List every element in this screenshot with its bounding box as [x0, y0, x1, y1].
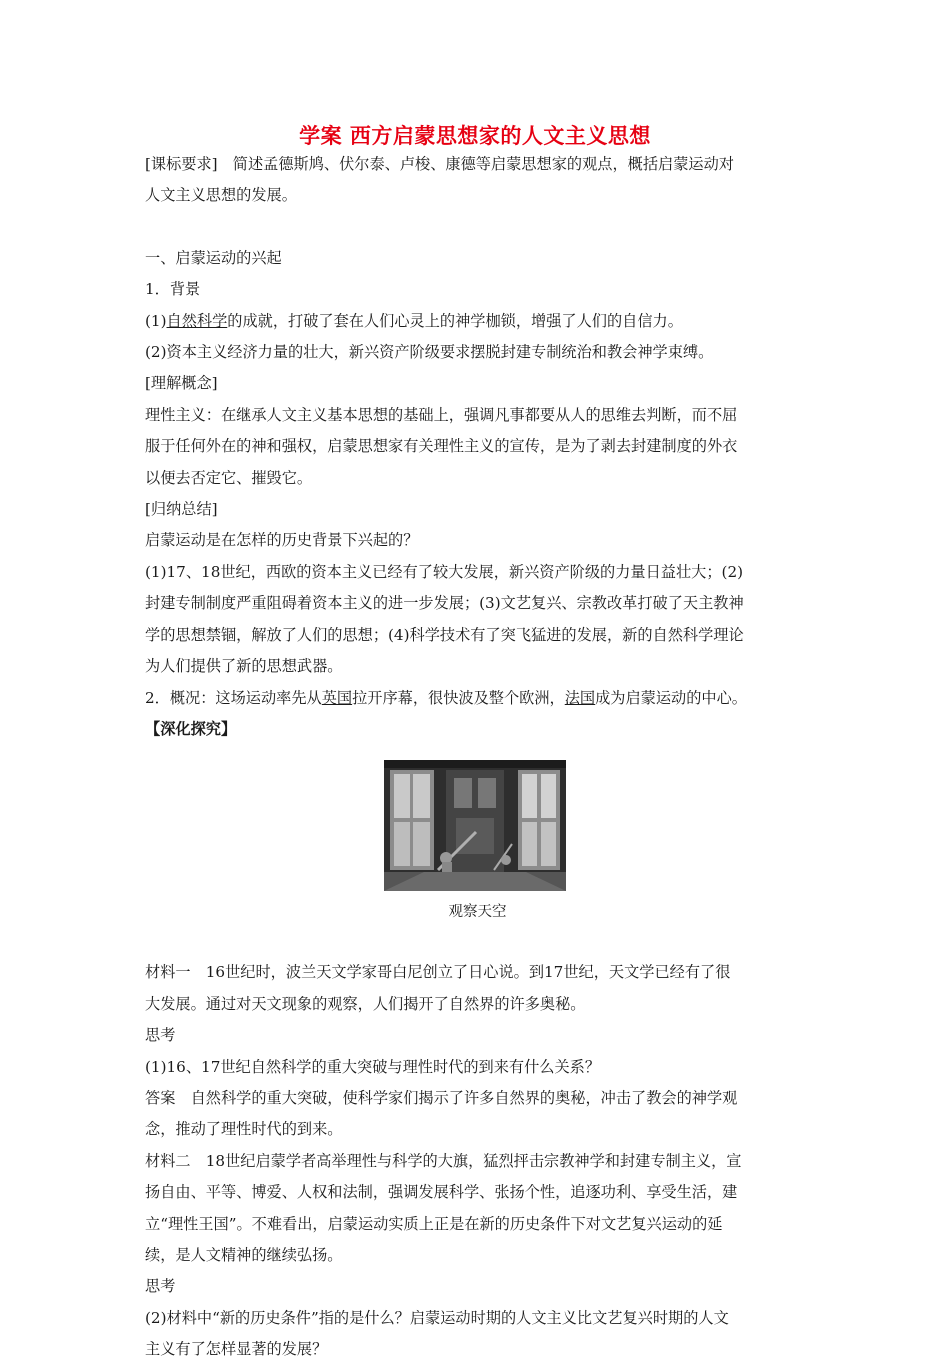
material-1-line: 材料一 16世纪时，波兰天文学家哥白尼创立了日心说。到17世纪，天文学已经有了很	[145, 963, 731, 982]
summary-line: (1)17、18世纪，西欧的资本主义已经有了较大发展，新兴资产阶级的力量日益壮大；(2)	[145, 562, 744, 581]
concept-tag: [理解概念]	[145, 374, 218, 393]
think-label: 思考	[145, 1277, 176, 1296]
requirement-line	[145, 149, 810, 180]
bg1-text: 的成就，打破了套在人们心灵上的神学枷锁，增强了人们的自信力。	[227, 311, 683, 330]
summary-line: 学的思想禁锢，解放了人们的思想；(4)科学技术有了突飞猛进的发展，新的自然科学理论	[145, 625, 744, 644]
requirement-tag: [课标要求]	[145, 155, 218, 173]
section-heading: 一、启蒙运动的兴起	[145, 248, 282, 267]
figure-caption: 观察天空	[448, 904, 507, 921]
document-body	[145, 149, 810, 1366]
background-item-2: (2)资本主义经济力量的壮大，新兴资产阶级要求摆脱封建专制统治和教会神学束缚。	[145, 343, 714, 362]
question-2-line: 主义有了怎样显著的发展？	[145, 1340, 328, 1359]
bg1-key-term: 自然科学	[166, 311, 228, 330]
question-2-line: (2)材料中“新的历史条件”指的是什么？启蒙运动时期的人文主义比文艺复兴时期的人文	[145, 1308, 729, 1327]
concept-line: 以便去否定它、摧毁它。	[145, 468, 313, 487]
summary-line: 封建专制制度严重阻碍着资本主义的进一步发展；(3)文艺复兴、宗教改革打破了天主教神	[145, 594, 744, 613]
summary-line: 为人们提供了新的思想武器。	[145, 657, 343, 676]
material-2-line: 立“理性王国”。不难看出，启蒙运动实质上正是在新的历史条件下对文艺复兴运动的延	[145, 1214, 723, 1233]
material-2-line: 续，是人文精神的继续弘扬。	[145, 1245, 343, 1264]
overview-key-france: 法国	[564, 688, 596, 707]
summary-question: 启蒙运动是在怎样的历史背景下兴起的？	[145, 531, 419, 550]
overview-mid: 拉开序幕，很快波及整个欧洲，	[352, 688, 565, 707]
spacer	[145, 212, 810, 243]
material-2-line: 材料二 18世纪启蒙学者高举理性与科学的大旗，猛烈抨击宗教神学和封建专制主义，宣	[145, 1151, 742, 1170]
background-item-1	[145, 306, 810, 337]
overview-pre: 2．概况：这场运动率先从	[145, 688, 322, 707]
material-2-line: 扬自由、平等、博爱、人权和法制，强调发展科学、张扬个性，追逐功利、享受生活，建	[145, 1183, 738, 1202]
overview-line	[145, 683, 810, 714]
requirement-line-2: 人文主义思想的发展。	[145, 186, 297, 205]
overview-key-england: 英国	[321, 688, 353, 707]
concept-line: 理性主义：在继承人文主义基本思想的基础上，强调凡事都要从人的思维去判断，而不屈	[145, 405, 738, 424]
answer-line: 念，推动了理性时代的到来。	[145, 1120, 343, 1139]
bg1-prefix: (1)	[145, 311, 167, 330]
explore-tag: 【深化探究】	[145, 719, 237, 738]
overview-post: 成为启蒙运动的中心。	[595, 688, 747, 707]
observatory-illustration	[384, 760, 566, 891]
think-label: 思考	[145, 1026, 176, 1045]
background-heading: 1．背景	[145, 280, 201, 299]
question-1: (1)16、17世纪自然科学的重大突破与理性时代的到来有什么关系？	[145, 1057, 601, 1076]
answer-line: 答案 自然科学的重大突破，使科学家们揭示了许多自然界的奥秘，冲击了教会的神学观	[145, 1088, 738, 1107]
material-1-line: 大发展。通过对天文现象的观察，人们揭开了自然界的许多奥秘。	[145, 994, 586, 1013]
summary-tag: [归纳总结]	[145, 500, 218, 519]
figure	[145, 745, 810, 957]
requirement-text: 简述孟德斯鸠、伏尔泰、卢梭、康德等启蒙思想家的观点，概括启蒙运动对	[232, 155, 734, 173]
page-title: 学案 西方启蒙思想家的人文主义思想	[299, 123, 651, 148]
concept-line: 服于任何外在的神和强权，启蒙思想家有关理性主义的宣传，是为了剥去封建制度的外衣	[145, 437, 738, 456]
